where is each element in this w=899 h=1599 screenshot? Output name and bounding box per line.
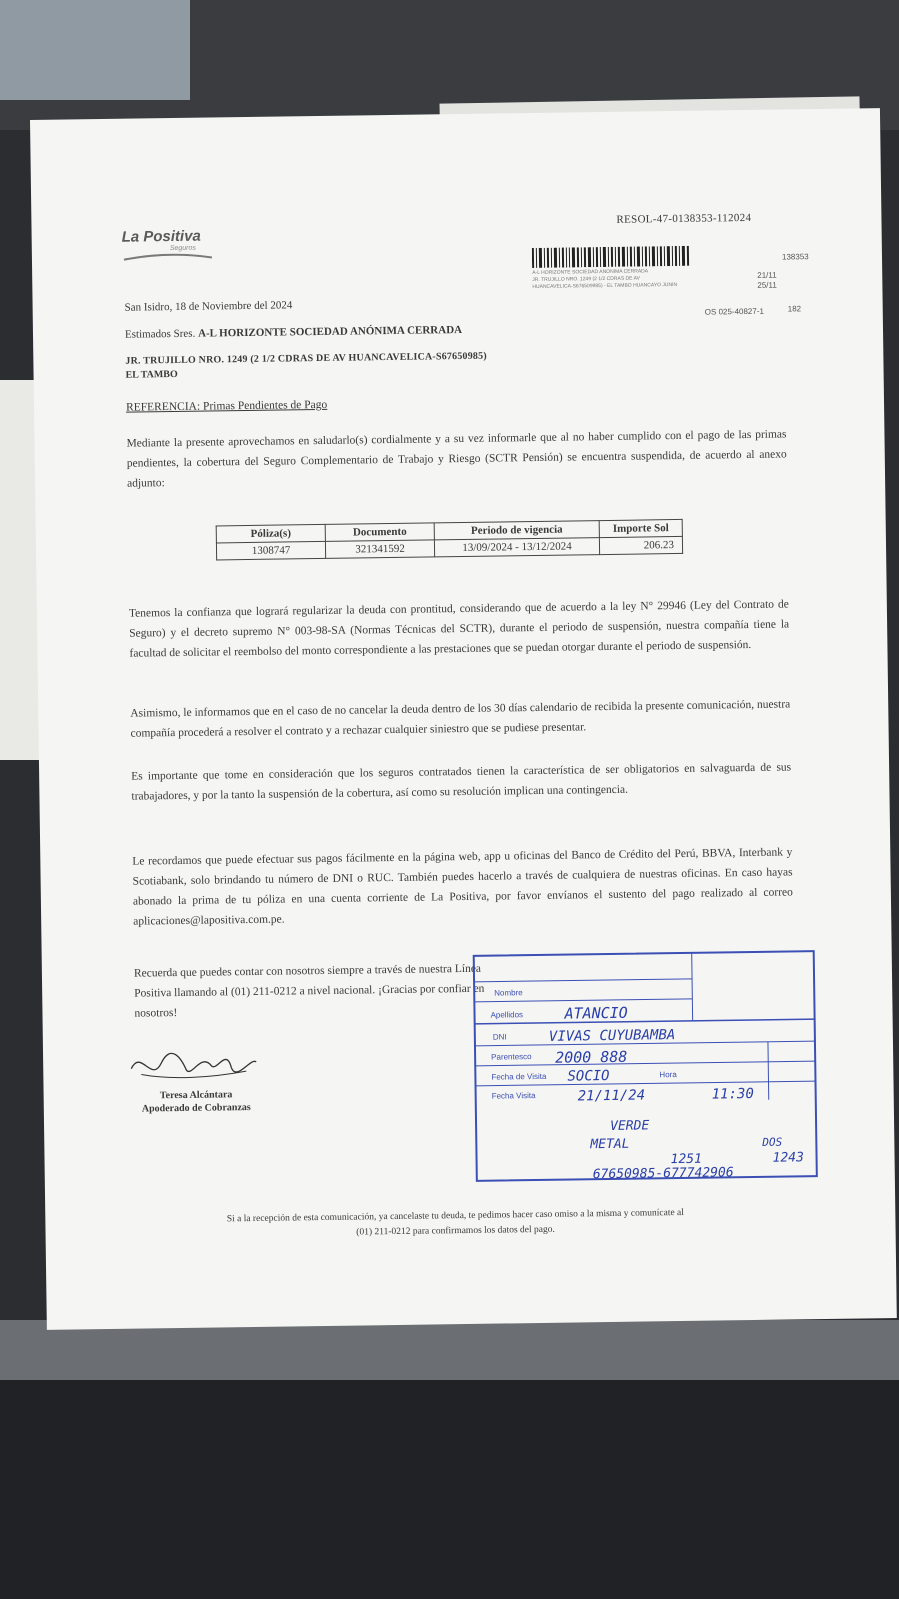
label-line-1: A-L HORIZONTE SOCIEDAD ANONIMA CERRADA [532,268,649,277]
paragraph-deadline: Asimismo, le informamos que en el caso de no cancelar la deuda dentro de los 30 días calendario de recibida la presente comunicación, nuestra compañía procederá a resolver el contrato y a rechazar cualquier siniestro que se pudiese presentar. [130,698,791,740]
table-header: Importe Sol [599,519,682,537]
label-pages: 182 [787,304,802,314]
background-bottom [0,1380,899,1599]
stamp-label: Hora [659,1070,677,1080]
recipient-address: JR. TRUJILLO NRO. 1249 (2 1/2 CDRAS DE AV HUANCAVELICA-S67650985) [125,350,487,367]
logo-sub: Seguros [169,244,196,253]
barcode-icon [532,246,692,268]
logo-swoosh-icon [122,252,214,261]
label-line-3: HUANCAVELICA-S676509985) - EL TAMBO HUANCAYO JUNIN [532,281,678,291]
policy-table [216,519,683,561]
handwritten-surname: VIVAS CUYUBAMBA [548,1027,676,1045]
handwritten-phones: 67650985-677742906 [592,1165,734,1183]
handwritten-name: ATANCIO [564,1003,628,1023]
label-date-2: 25/11 [757,280,777,290]
handwritten-date: 21/11/24 [577,1087,646,1105]
paragraph-intro: Mediante la presente aprovechamos en saludarlo(s) cordialmente y a su vez informarle que al no haber cumplido con el pago de las primas pendientes, la cobertura del Seguro Complementario de Trabajo y Riesgo (SCTR Pensión) se encuentra suspendida, de acuerdo al anexo adjunto: [126,428,787,490]
paragraph-contact: Recuerda que puedes contar con nosotros siempre a través de nuestra Línea Positiva llamando al (01) 211-0212 a nivel nacional. ¡Gracias por confiar en nosotros! [133,962,485,1020]
table-header: Póliza(s) [216,524,325,543]
table-header: Documento [325,523,434,542]
recipient-name: A-L HORIZONTE SOCIEDAD ANÓNIMA CERRADA [197,323,463,340]
letter-paper [30,108,897,1330]
letter-salutation [125,324,462,341]
recipient-district: EL TAMBO [125,368,178,381]
label-line-2: JR. TRUJILLO NRO. 1249 (2 1/2 CDRAS DE AV [532,275,640,284]
background-card [0,0,190,100]
handwritten-note: 1243 [772,1150,804,1166]
table-cell: 321341592 [325,540,434,559]
company-logo [122,227,214,261]
stamp-label: Nombre [494,988,523,998]
handwritten-note: VERDE [610,1118,650,1134]
logo-name: La Positiva [121,227,201,246]
letter-date: San Isidro, 18 de Noviembre del 2024 [124,299,293,314]
handwritten-note: METAL [590,1136,630,1153]
stamp-label: Fecha Visita [491,1091,536,1101]
label-os-number: OS 025-40827-1 [704,306,764,317]
salutation-prefix: Estimados Sres. [124,327,196,341]
table-cell: 13/09/2024 - 13/12/2024 [434,538,599,557]
signatory-title: Apoderado de Cobranzas [141,1102,251,1115]
resolution-code: RESOL-47-0138353-112024 [616,211,752,226]
footer-line-1: Si a la recepción de esta comunicación, ya cancelaste tu deuda, te pedimos hacer caso omiso a la misma y comunícate al [226,1207,684,1225]
table-cell: 206.23 [599,536,682,554]
stamp-label: Parentesco [491,1052,532,1062]
footer-line-2: (01) 211-0212 para confirmamos los datos del pago. [356,1224,555,1238]
stamp-label: Apellidos [490,1010,524,1020]
signatory-name: Teresa Alcántara [159,1089,233,1102]
table-cell: 1308747 [216,541,325,560]
handwritten-note: 1251 [670,1151,702,1168]
handwritten-time: 11:30 [711,1085,754,1103]
table-edge [0,1320,899,1380]
stamp-label: Fecha de Visita [491,1071,547,1082]
label-small-number: 138353 [781,252,809,262]
label-date-1: 21/11 [757,270,777,280]
paragraph-confidence: Tenemos la confianza que logrará regularizar la deuda con prontitud, considerando que de acuerdo a la ley N° 29946 (Ley del Contrato de Seguro) y el decreto supremo N° 003-98-SA (Normas Técnicas del SCTR), durante el periodo de suspensión, nuestra compañía tiene la facultad de solicitar el reembolso del monto correspondiente a las prestaciones que se puedan otorgar durante el periodo de suspensión. [128,598,790,660]
signature-icon [121,1037,262,1089]
letter-reference: REFERENCIA: Primas Pendientes de Pago [125,398,328,414]
paragraph-importance: Es importante que tome en consideración que los seguros contratados tienen la característica de ser obligatorios en salvaguarda de sus trabajadores, y por la tanto la suspensión de la cobertura, así como su resolución implican una contingencia. [131,761,792,803]
handwritten-relation: SOCIO [567,1068,610,1085]
address-label [532,244,853,323]
paragraph-payment: Le recordamos que puede efectuar sus pagos fácilmente en la página web, app u oficinas del Banco de Crédito del Perú, BBVA, Interbank y Scotiabank, solo brindando tu número de DNI o RUC. También puedes hacerlo a través de cualquiera de nuestras oficinas. En caso hayas abonado la prima de tu póliza en una cuenta corriente de La Positiva, por favor envíanos el sustento del pago realizado al correo aplicaciones@lapositiva.com.pe. [132,846,793,928]
letter-footer [105,1204,805,1244]
table-header: Periodo de vigencia [434,521,599,540]
handwritten-dni: 2000 888 [555,1047,628,1067]
stamp-label: DNI [492,1032,507,1042]
reception-stamp [472,949,820,1184]
handwritten-note: DOS [762,1135,783,1149]
